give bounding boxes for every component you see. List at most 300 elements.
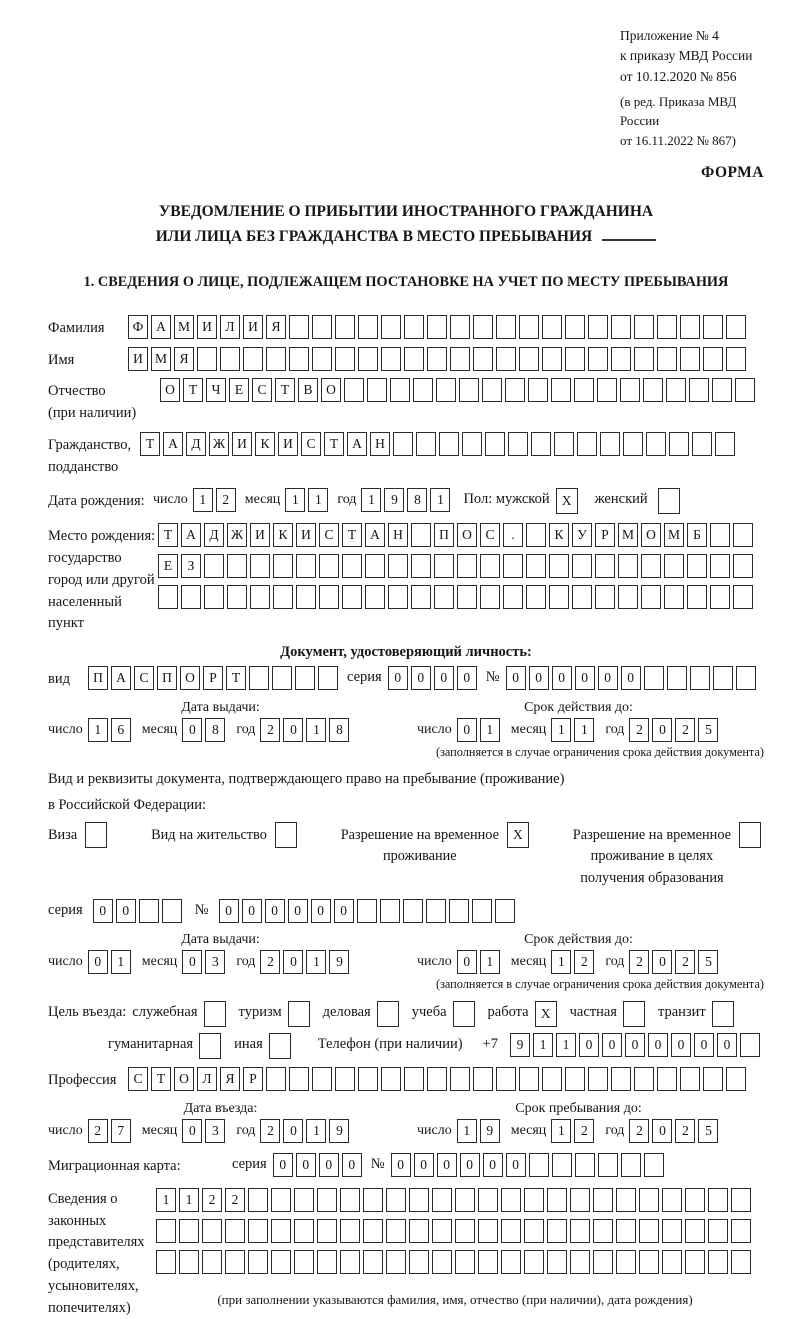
form-cell[interactable] <box>740 1033 760 1057</box>
form-cell[interactable] <box>482 378 502 402</box>
form-cell[interactable]: И <box>197 315 217 339</box>
form-cell[interactable] <box>409 1219 429 1243</box>
form-cell[interactable]: X <box>535 1001 557 1027</box>
form-cell[interactable] <box>179 1219 199 1243</box>
form-cell[interactable]: И <box>250 523 270 547</box>
form-cell[interactable]: 1 <box>430 488 450 512</box>
form-cell[interactable]: 2 <box>260 1119 280 1143</box>
form-cell[interactable] <box>266 1067 286 1091</box>
form-cell[interactable]: Т <box>140 432 160 456</box>
form-cell[interactable]: С <box>319 523 339 547</box>
form-cell[interactable] <box>388 585 408 609</box>
form-cell[interactable] <box>248 1250 268 1274</box>
form-cell[interactable] <box>335 315 355 339</box>
form-cell[interactable]: 2 <box>574 950 594 974</box>
form-cell[interactable] <box>526 585 546 609</box>
form-cell[interactable]: Д <box>186 432 206 456</box>
form-cell[interactable] <box>342 585 362 609</box>
form-cell[interactable] <box>367 378 387 402</box>
form-cell[interactable] <box>335 1067 355 1091</box>
form-cell[interactable] <box>473 1067 493 1091</box>
form-cell[interactable] <box>708 1219 728 1243</box>
form-cell[interactable]: 0 <box>273 1153 293 1177</box>
form-cell[interactable]: 9 <box>510 1033 530 1057</box>
form-cell[interactable]: 0 <box>579 1033 599 1057</box>
form-cell[interactable] <box>199 1033 221 1059</box>
form-cell[interactable] <box>156 1219 176 1243</box>
form-cell[interactable]: 2 <box>629 718 649 742</box>
form-cell[interactable] <box>365 554 385 578</box>
form-cell[interactable] <box>462 432 482 456</box>
form-cell[interactable] <box>690 666 710 690</box>
form-cell[interactable]: Ж <box>209 432 229 456</box>
form-cell[interactable] <box>726 315 746 339</box>
form-cell[interactable] <box>574 378 594 402</box>
form-cell[interactable]: О <box>174 1067 194 1091</box>
form-cell[interactable] <box>319 585 339 609</box>
form-cell[interactable]: 0 <box>319 1153 339 1177</box>
form-cell[interactable]: . <box>503 523 523 547</box>
form-cell[interactable] <box>473 347 493 371</box>
form-cell[interactable]: 0 <box>116 899 136 923</box>
form-cell[interactable]: 1 <box>193 488 213 512</box>
form-cell[interactable] <box>457 554 477 578</box>
form-cell[interactable] <box>616 1219 636 1243</box>
form-cell[interactable] <box>393 432 413 456</box>
form-cell[interactable]: Т <box>151 1067 171 1091</box>
form-cell[interactable] <box>666 378 686 402</box>
form-cell[interactable] <box>593 1250 613 1274</box>
form-cell[interactable] <box>547 1188 567 1212</box>
form-cell[interactable]: 0 <box>457 666 477 690</box>
form-cell[interactable] <box>726 1067 746 1091</box>
form-cell[interactable]: Ж <box>227 523 247 547</box>
form-cell[interactable]: 1 <box>551 1119 571 1143</box>
form-cell[interactable] <box>588 1067 608 1091</box>
form-cell[interactable]: 0 <box>652 950 672 974</box>
form-cell[interactable]: 1 <box>533 1033 553 1057</box>
form-cell[interactable] <box>519 347 539 371</box>
form-cell[interactable]: О <box>457 523 477 547</box>
form-cell[interactable] <box>357 899 377 923</box>
form-cell[interactable]: Н <box>370 432 390 456</box>
form-cell[interactable] <box>432 1250 452 1274</box>
form-cell[interactable] <box>204 585 224 609</box>
form-cell[interactable]: 1 <box>361 488 381 512</box>
form-cell[interactable] <box>662 1250 682 1274</box>
form-cell[interactable] <box>639 1188 659 1212</box>
form-cell[interactable]: 0 <box>506 1153 526 1177</box>
form-cell[interactable]: 0 <box>311 899 331 923</box>
form-cell[interactable]: 2 <box>260 718 280 742</box>
form-cell[interactable]: 5 <box>698 1119 718 1143</box>
form-cell[interactable] <box>733 585 753 609</box>
form-cell[interactable] <box>377 1001 399 1027</box>
form-cell[interactable]: 0 <box>411 666 431 690</box>
form-cell[interactable] <box>416 432 436 456</box>
form-cell[interactable] <box>179 1250 199 1274</box>
form-cell[interactable] <box>687 554 707 578</box>
form-cell[interactable] <box>616 1188 636 1212</box>
form-cell[interactable] <box>639 1250 659 1274</box>
form-cell[interactable]: 0 <box>457 718 477 742</box>
form-cell[interactable]: 9 <box>329 1119 349 1143</box>
form-cell[interactable]: Л <box>220 315 240 339</box>
form-cell[interactable] <box>344 378 364 402</box>
form-cell[interactable]: 2 <box>260 950 280 974</box>
form-cell[interactable] <box>618 554 638 578</box>
form-cell[interactable] <box>289 347 309 371</box>
form-cell[interactable] <box>248 1188 268 1212</box>
form-cell[interactable] <box>715 432 735 456</box>
form-cell[interactable]: 0 <box>652 718 672 742</box>
form-cell[interactable] <box>618 585 638 609</box>
form-cell[interactable] <box>386 1250 406 1274</box>
form-cell[interactable] <box>478 1219 498 1243</box>
form-cell[interactable] <box>358 347 378 371</box>
form-cell[interactable] <box>641 554 661 578</box>
form-cell[interactable]: Я <box>174 347 194 371</box>
form-cell[interactable] <box>712 378 732 402</box>
form-cell[interactable] <box>459 378 479 402</box>
form-cell[interactable] <box>403 899 423 923</box>
form-cell[interactable] <box>250 585 270 609</box>
form-cell[interactable] <box>657 1067 677 1091</box>
form-cell[interactable] <box>271 1188 291 1212</box>
form-cell[interactable] <box>644 1153 664 1177</box>
form-cell[interactable] <box>181 585 201 609</box>
form-cell[interactable] <box>680 347 700 371</box>
form-cell[interactable] <box>623 1001 645 1027</box>
form-cell[interactable] <box>248 1219 268 1243</box>
form-cell[interactable] <box>689 378 709 402</box>
form-cell[interactable]: 0 <box>334 899 354 923</box>
form-cell[interactable]: 0 <box>434 666 454 690</box>
form-cell[interactable] <box>570 1250 590 1274</box>
form-cell[interactable] <box>312 1067 332 1091</box>
form-cell[interactable]: 0 <box>88 950 108 974</box>
form-cell[interactable] <box>312 315 332 339</box>
form-cell[interactable] <box>204 554 224 578</box>
form-cell[interactable]: 8 <box>329 718 349 742</box>
form-cell[interactable] <box>294 1188 314 1212</box>
form-cell[interactable] <box>570 1188 590 1212</box>
form-cell[interactable] <box>731 1219 751 1243</box>
form-cell[interactable]: 0 <box>483 1153 503 1177</box>
form-cell[interactable] <box>289 1067 309 1091</box>
form-cell[interactable]: 9 <box>329 950 349 974</box>
form-cell[interactable] <box>736 666 756 690</box>
form-cell[interactable] <box>427 1067 447 1091</box>
form-cell[interactable]: К <box>549 523 569 547</box>
form-cell[interactable]: Е <box>158 554 178 578</box>
form-cell[interactable] <box>597 378 617 402</box>
form-cell[interactable]: 0 <box>460 1153 480 1177</box>
form-cell[interactable] <box>531 432 551 456</box>
form-cell[interactable]: 8 <box>407 488 427 512</box>
form-cell[interactable] <box>450 347 470 371</box>
form-cell[interactable]: Т <box>226 666 246 690</box>
form-cell[interactable]: 2 <box>216 488 236 512</box>
form-cell[interactable] <box>472 899 492 923</box>
form-cell[interactable]: А <box>111 666 131 690</box>
form-cell[interactable]: X <box>507 822 529 848</box>
form-cell[interactable] <box>687 585 707 609</box>
form-cell[interactable]: 3 <box>205 1119 225 1143</box>
form-cell[interactable] <box>643 378 663 402</box>
form-cell[interactable] <box>703 315 723 339</box>
form-cell[interactable]: Т <box>158 523 178 547</box>
form-cell[interactable] <box>295 666 315 690</box>
form-cell[interactable] <box>358 315 378 339</box>
form-cell[interactable]: С <box>301 432 321 456</box>
form-cell[interactable] <box>434 554 454 578</box>
form-cell[interactable]: 7 <box>111 1119 131 1143</box>
form-cell[interactable] <box>455 1250 475 1274</box>
form-cell[interactable]: 0 <box>288 899 308 923</box>
form-cell[interactable] <box>358 1067 378 1091</box>
form-cell[interactable]: 2 <box>675 718 695 742</box>
form-cell[interactable]: 2 <box>629 950 649 974</box>
form-cell[interactable] <box>667 666 687 690</box>
form-cell[interactable] <box>496 1067 516 1091</box>
form-cell[interactable]: И <box>278 432 298 456</box>
form-cell[interactable] <box>639 1219 659 1243</box>
form-cell[interactable]: Т <box>275 378 295 402</box>
form-cell[interactable]: Т <box>342 523 362 547</box>
form-cell[interactable]: 2 <box>88 1119 108 1143</box>
form-cell[interactable] <box>473 315 493 339</box>
form-cell[interactable]: 0 <box>652 1119 672 1143</box>
form-cell[interactable] <box>413 378 433 402</box>
form-cell[interactable]: 0 <box>242 899 262 923</box>
form-cell[interactable] <box>427 347 447 371</box>
form-cell[interactable] <box>317 1188 337 1212</box>
form-cell[interactable] <box>703 347 723 371</box>
form-cell[interactable] <box>731 1250 751 1274</box>
form-cell[interactable] <box>409 1250 429 1274</box>
form-cell[interactable] <box>296 585 316 609</box>
form-cell[interactable] <box>735 378 755 402</box>
form-cell[interactable]: Н <box>388 523 408 547</box>
form-cell[interactable] <box>225 1219 245 1243</box>
form-cell[interactable]: 0 <box>219 899 239 923</box>
form-cell[interactable] <box>644 666 664 690</box>
form-cell[interactable] <box>593 1188 613 1212</box>
form-cell[interactable]: Т <box>324 432 344 456</box>
form-cell[interactable] <box>529 1153 549 1177</box>
form-cell[interactable] <box>273 554 293 578</box>
form-cell[interactable] <box>503 585 523 609</box>
form-cell[interactable] <box>388 554 408 578</box>
form-cell[interactable] <box>611 315 631 339</box>
form-cell[interactable] <box>646 432 666 456</box>
form-cell[interactable]: И <box>128 347 148 371</box>
form-cell[interactable] <box>434 585 454 609</box>
form-cell[interactable] <box>227 554 247 578</box>
form-cell[interactable] <box>508 432 528 456</box>
form-cell[interactable] <box>426 899 446 923</box>
form-cell[interactable]: 0 <box>648 1033 668 1057</box>
form-cell[interactable] <box>623 432 643 456</box>
form-cell[interactable] <box>713 666 733 690</box>
form-cell[interactable] <box>272 666 292 690</box>
form-cell[interactable]: 2 <box>225 1188 245 1212</box>
form-cell[interactable] <box>197 347 217 371</box>
form-cell[interactable] <box>526 523 546 547</box>
form-cell[interactable] <box>664 554 684 578</box>
form-cell[interactable] <box>598 1153 618 1177</box>
form-cell[interactable] <box>685 1250 705 1274</box>
form-cell[interactable]: Т <box>183 378 203 402</box>
form-cell[interactable] <box>634 347 654 371</box>
form-cell[interactable] <box>611 1067 631 1091</box>
form-cell[interactable] <box>575 1153 595 1177</box>
form-cell[interactable] <box>503 554 523 578</box>
form-cell[interactable]: 0 <box>182 950 202 974</box>
form-cell[interactable]: К <box>255 432 275 456</box>
form-cell[interactable] <box>657 315 677 339</box>
form-cell[interactable] <box>386 1219 406 1243</box>
form-cell[interactable]: 1 <box>457 1119 477 1143</box>
form-cell[interactable] <box>726 347 746 371</box>
form-cell[interactable]: 0 <box>93 899 113 923</box>
form-cell[interactable]: 0 <box>296 1153 316 1177</box>
form-cell[interactable] <box>432 1219 452 1243</box>
form-cell[interactable]: З <box>181 554 201 578</box>
form-cell[interactable] <box>524 1219 544 1243</box>
form-cell[interactable] <box>449 899 469 923</box>
form-cell[interactable] <box>685 1188 705 1212</box>
form-cell[interactable]: 0 <box>283 950 303 974</box>
form-cell[interactable]: М <box>618 523 638 547</box>
form-cell[interactable] <box>588 347 608 371</box>
form-cell[interactable] <box>664 585 684 609</box>
form-cell[interactable] <box>634 1067 654 1091</box>
form-cell[interactable]: А <box>347 432 367 456</box>
form-cell[interactable] <box>478 1188 498 1212</box>
form-cell[interactable] <box>524 1188 544 1212</box>
form-cell[interactable]: П <box>88 666 108 690</box>
form-cell[interactable] <box>478 1250 498 1274</box>
form-cell[interactable] <box>202 1219 222 1243</box>
form-cell[interactable]: 0 <box>671 1033 691 1057</box>
form-cell[interactable] <box>455 1219 475 1243</box>
form-cell[interactable]: 0 <box>342 1153 362 1177</box>
form-cell[interactable]: 0 <box>265 899 285 923</box>
form-cell[interactable]: Ч <box>206 378 226 402</box>
form-cell[interactable] <box>739 822 761 848</box>
form-cell[interactable]: 0 <box>182 1119 202 1143</box>
form-cell[interactable] <box>411 585 431 609</box>
form-cell[interactable] <box>436 378 456 402</box>
form-cell[interactable]: 0 <box>283 1119 303 1143</box>
form-cell[interactable] <box>542 315 562 339</box>
form-cell[interactable]: О <box>321 378 341 402</box>
form-cell[interactable]: 0 <box>388 666 408 690</box>
form-cell[interactable] <box>380 899 400 923</box>
form-cell[interactable]: Р <box>595 523 615 547</box>
form-cell[interactable] <box>572 585 592 609</box>
form-cell[interactable]: Р <box>203 666 223 690</box>
form-cell[interactable] <box>390 378 410 402</box>
form-cell[interactable] <box>733 554 753 578</box>
form-cell[interactable]: 1 <box>574 718 594 742</box>
form-cell[interactable] <box>505 378 525 402</box>
form-cell[interactable] <box>319 554 339 578</box>
form-cell[interactable] <box>641 585 661 609</box>
form-cell[interactable] <box>288 1001 310 1027</box>
form-cell[interactable] <box>139 899 159 923</box>
form-cell[interactable] <box>162 899 182 923</box>
form-cell[interactable] <box>611 347 631 371</box>
form-cell[interactable] <box>524 1250 544 1274</box>
form-cell[interactable] <box>616 1250 636 1274</box>
form-cell[interactable] <box>565 1067 585 1091</box>
form-cell[interactable] <box>685 1219 705 1243</box>
form-cell[interactable] <box>733 523 753 547</box>
form-cell[interactable]: 1 <box>285 488 305 512</box>
form-cell[interactable]: 1 <box>308 488 328 512</box>
form-cell[interactable] <box>340 1250 360 1274</box>
form-cell[interactable]: 0 <box>625 1033 645 1057</box>
form-cell[interactable]: С <box>128 1067 148 1091</box>
form-cell[interactable]: 1 <box>551 950 571 974</box>
form-cell[interactable] <box>519 315 539 339</box>
form-cell[interactable] <box>496 315 516 339</box>
form-cell[interactable]: 0 <box>621 666 641 690</box>
form-cell[interactable]: Б <box>687 523 707 547</box>
form-cell[interactable]: И <box>243 315 263 339</box>
form-cell[interactable] <box>620 378 640 402</box>
form-cell[interactable]: И <box>296 523 316 547</box>
form-cell[interactable] <box>565 347 585 371</box>
form-cell[interactable]: Ф <box>128 315 148 339</box>
form-cell[interactable] <box>312 347 332 371</box>
form-cell[interactable] <box>335 347 355 371</box>
form-cell[interactable]: М <box>174 315 194 339</box>
form-cell[interactable] <box>710 523 730 547</box>
form-cell[interactable] <box>317 1250 337 1274</box>
form-cell[interactable] <box>411 523 431 547</box>
form-cell[interactable] <box>519 1067 539 1091</box>
form-cell[interactable]: 5 <box>698 718 718 742</box>
form-cell[interactable] <box>342 554 362 578</box>
form-cell[interactable] <box>249 666 269 690</box>
form-cell[interactable] <box>480 554 500 578</box>
form-cell[interactable] <box>220 347 240 371</box>
form-cell[interactable] <box>340 1188 360 1212</box>
form-cell[interactable]: Я <box>266 315 286 339</box>
form-cell[interactable] <box>549 554 569 578</box>
form-cell[interactable] <box>600 432 620 456</box>
form-cell[interactable] <box>480 585 500 609</box>
form-cell[interactable]: А <box>163 432 183 456</box>
form-cell[interactable] <box>381 1067 401 1091</box>
form-cell[interactable]: 0 <box>457 950 477 974</box>
form-cell[interactable] <box>294 1250 314 1274</box>
form-cell[interactable] <box>588 315 608 339</box>
form-cell[interactable]: У <box>572 523 592 547</box>
form-cell[interactable] <box>680 1067 700 1091</box>
form-cell[interactable] <box>227 585 247 609</box>
form-cell[interactable] <box>662 1219 682 1243</box>
form-cell[interactable] <box>289 315 309 339</box>
form-cell[interactable] <box>577 432 597 456</box>
form-cell[interactable] <box>363 1188 383 1212</box>
form-cell[interactable] <box>450 315 470 339</box>
form-cell[interactable]: Д <box>204 523 224 547</box>
